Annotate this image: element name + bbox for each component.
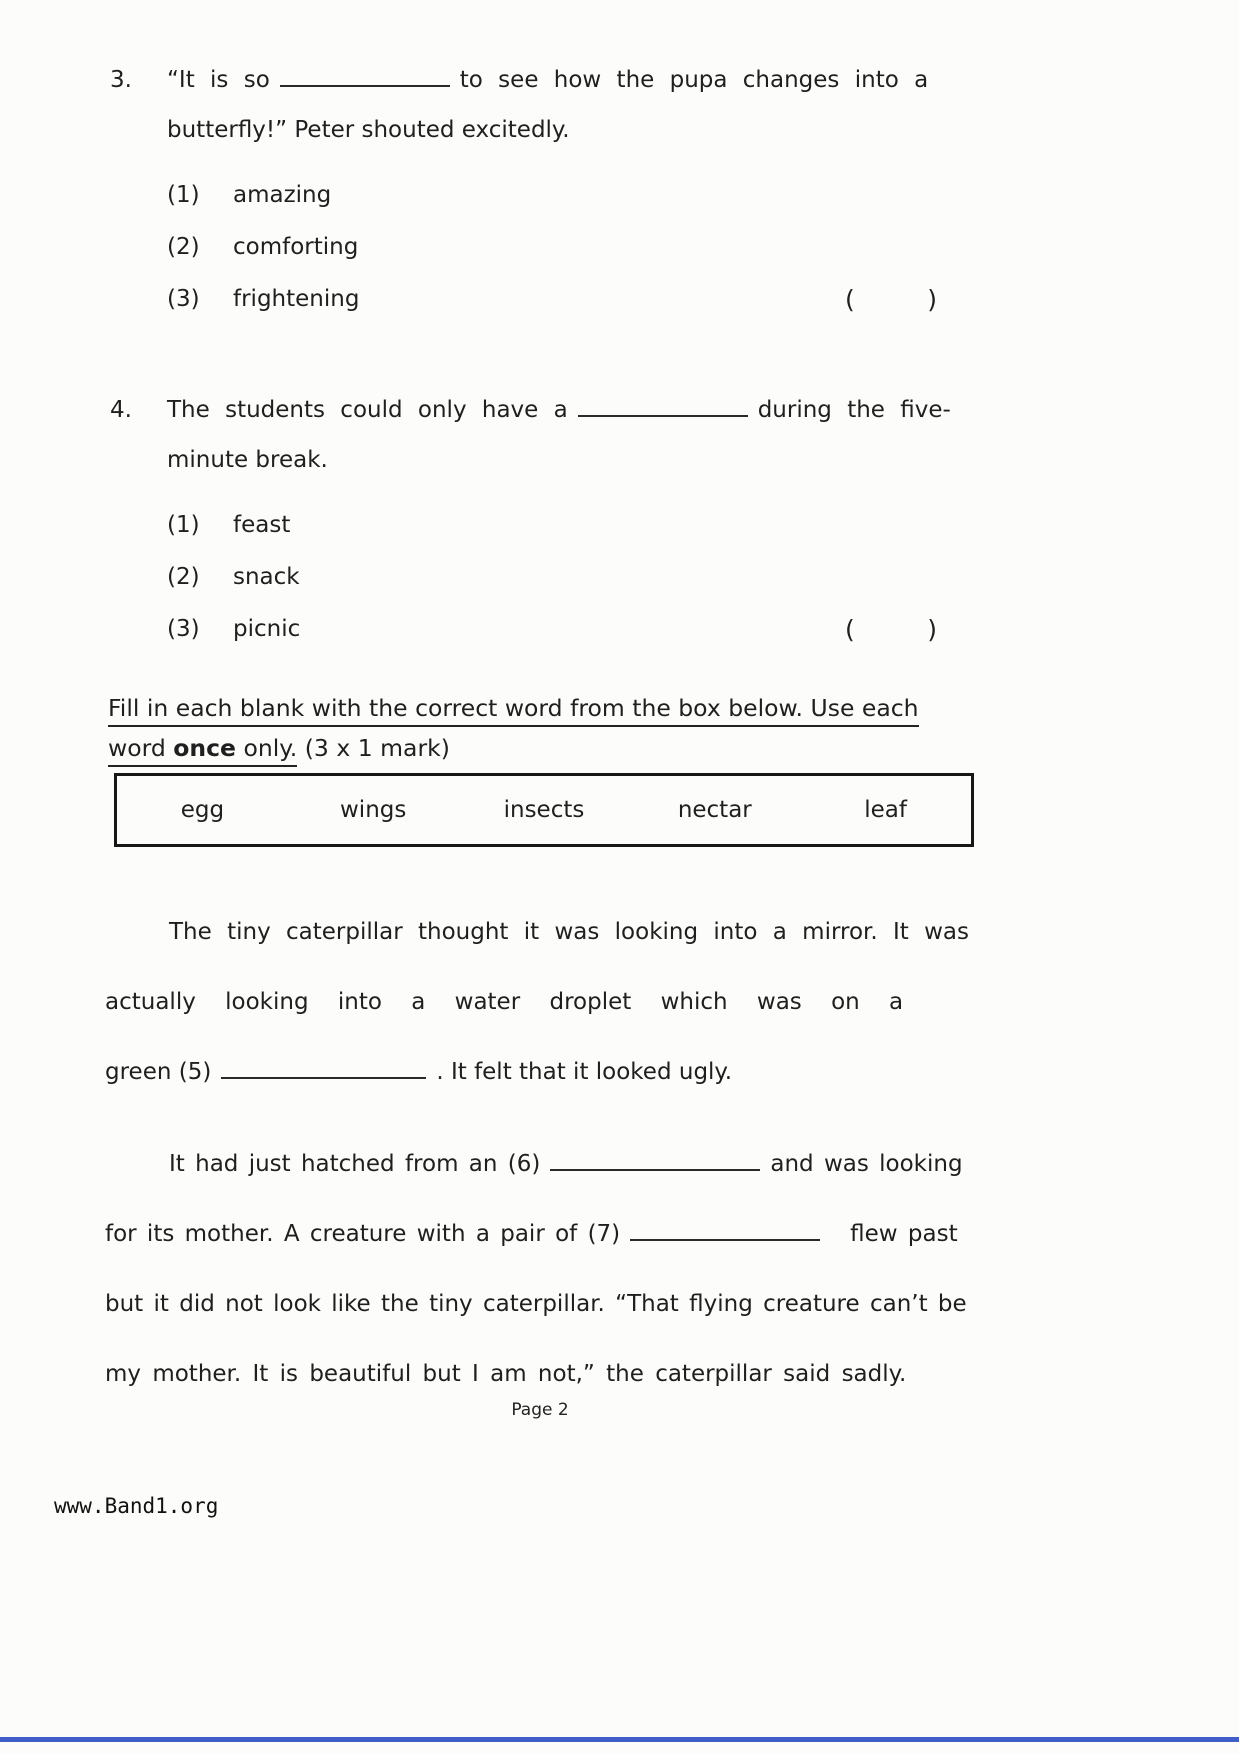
option-row (167, 603, 958, 655)
question-text: The students could only have a (167, 397, 568, 423)
option-number: (1) (167, 182, 200, 208)
option-row (167, 273, 958, 325)
fill-in-instruction (108, 688, 980, 768)
answer-blank-6 (550, 1149, 760, 1171)
options-list (167, 169, 958, 325)
question-number: 3. (110, 67, 132, 93)
answer-brackets (845, 285, 937, 314)
watermark-url: www.Band1.org (54, 1494, 219, 1518)
option-label: amazing (233, 182, 332, 208)
option-label: picnic (233, 616, 301, 642)
passage-line: green (5) . It felt that it looked ugly. (105, 1059, 733, 1085)
option-label: comforting (233, 234, 359, 260)
answer-blank (578, 395, 748, 417)
option-number: (3) (167, 286, 200, 312)
answer-blank-7 (630, 1219, 820, 1241)
option-row (167, 551, 958, 603)
option-label: feast (233, 512, 291, 538)
bracket-open: ( (845, 284, 855, 314)
question-text: minute break. (167, 447, 328, 473)
option-row (167, 169, 958, 221)
passage-line: my mother. It is beautiful but I am not,” the caterpillar said sadly. (105, 1361, 907, 1387)
bottom-blue-line (0, 1737, 1239, 1742)
question-text: butterfly!” Peter shouted excitedly. (167, 117, 570, 143)
word-box-item: insects (503, 797, 585, 823)
instruction-text: Fill in each blank with the correct word from the box below. Use each (108, 694, 919, 727)
passage-line: actually looking into a water droplet which was on a (105, 989, 904, 1015)
question-text: to see how the pupa changes into a (459, 67, 929, 93)
options-list (167, 499, 958, 655)
option-row (167, 499, 958, 551)
option-number: (2) (167, 234, 200, 260)
option-label: frightening (233, 286, 360, 312)
question-3 (110, 55, 958, 325)
instruction-marks: (3 x 1 mark) (297, 734, 450, 762)
option-number: (2) (167, 564, 200, 590)
instruction-bold-word: once (173, 734, 236, 762)
bracket-close: ) (927, 614, 937, 644)
passage-line: but it did not look like the tiny caterpillar. “That flying creature can’t be (105, 1291, 967, 1317)
question-text: “It is so (167, 67, 270, 93)
reading-passage (105, 897, 979, 1409)
answer-blank (280, 65, 450, 87)
word-box-item: leaf (864, 797, 907, 823)
bracket-close: ) (927, 284, 937, 314)
question-4 (110, 385, 958, 655)
option-number: (1) (167, 512, 200, 538)
passage-line: for its mother. A creature with a pair of (7) flew past (105, 1221, 958, 1247)
passage-line: It had just hatched from an (6) and was looking (169, 1151, 963, 1177)
question-number: 4. (110, 397, 132, 423)
option-row (167, 221, 958, 273)
word-box-item: egg (180, 797, 225, 823)
answer-blank-5 (221, 1057, 426, 1079)
option-number: (3) (167, 616, 200, 642)
word-box (114, 773, 974, 847)
instruction-text: word once only. (108, 734, 297, 767)
word-box-item: wings (340, 797, 407, 823)
answer-brackets (845, 615, 937, 644)
option-label: snack (233, 564, 300, 590)
bracket-open: ( (845, 614, 855, 644)
word-box-item: nectar (677, 797, 752, 823)
passage-line: The tiny caterpillar thought it was looking into a mirror. It was (169, 919, 970, 945)
page-number: Page 2 (511, 1400, 569, 1420)
question-text: during the five- (757, 397, 951, 423)
